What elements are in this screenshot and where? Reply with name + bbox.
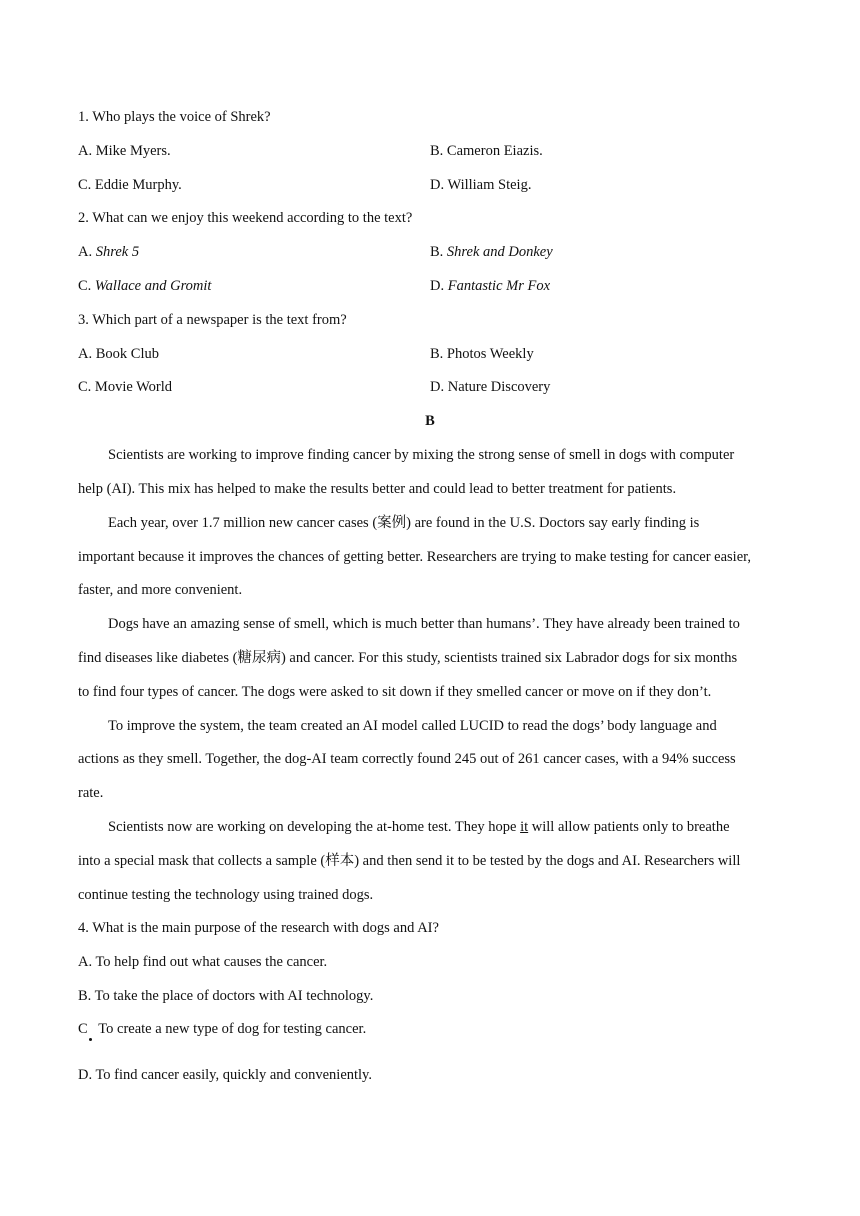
q4-option-d: D. To find cancer easily, quickly and conveniently.	[78, 1067, 372, 1083]
stray-dot	[89, 1038, 92, 1041]
section-heading: B	[425, 413, 435, 429]
q2-option-d-letter: D.	[430, 278, 448, 294]
passage-p5-line1-pre: Scientists now are working on developing the at-home test. They hope	[108, 819, 521, 835]
q1-option-a: A. Mike Myers.	[78, 143, 171, 159]
q1-option-b: B. Cameron Eiazis.	[430, 143, 543, 159]
question-1: 1. Who plays the voice of Shrek?	[78, 109, 271, 125]
question-3: 3. Which part of a newspaper is the text from?	[78, 312, 347, 328]
question-4: 4. What is the main purpose of the research with dogs and AI?	[78, 920, 439, 936]
passage-p2-line1: Each year, over 1.7 million new cancer cases (案例) are found in the U.S. Doctors say early finding is	[108, 515, 700, 531]
passage-p2-line3: faster, and more convenient.	[78, 582, 243, 598]
q2-option-b	[430, 242, 553, 262]
q2-option-c-title: Wallace and Gromit	[94, 278, 212, 294]
q2-option-d-title: Fantastic Mr Fox	[447, 278, 551, 294]
q1-option-c: C. Eddie Murphy.	[78, 177, 182, 193]
passage-p4-line1: To improve the system, the team created an AI model called LUCID to read the dogs’ body language and	[108, 718, 717, 734]
passage-p5-line2: into a special mask that collects a sample (样本) and then send it to be tested by the dogs and AI. Researchers will	[78, 853, 741, 869]
passage-p2-line2: important because it improves the chances of getting better. Researchers are trying to make testing for cancer easier,	[78, 549, 751, 565]
q3-option-d: D. Nature Discovery	[430, 379, 551, 395]
q2-option-c	[78, 276, 211, 296]
q4-option-c: C To create a new type of dog for testing cancer.	[78, 1021, 367, 1037]
question-2: 2. What can we enjoy this weekend according to the text?	[78, 210, 413, 226]
q3-option-c: C. Movie World	[78, 379, 173, 395]
q2-option-a-title: Shrek 5	[95, 244, 140, 260]
q2-option-d	[430, 276, 550, 296]
q4-option-a: A. To help find out what causes the cancer.	[78, 954, 328, 970]
passage-p3-line2: find diseases like diabetes (糖尿病) and cancer. For this study, scientists trained six Labrador dogs for six months	[78, 650, 738, 666]
q1-option-d: D. William Steig.	[430, 177, 532, 193]
passage-p3-line1: Dogs have an amazing sense of smell, which is much better than humans’. They have already been trained to	[108, 616, 740, 632]
q2-option-b-title: Shrek and Donkey	[446, 244, 553, 260]
passage-p1-line2: help (AI). This mix has helped to make the results better and could lead to better treatment for patients.	[78, 481, 677, 497]
passage-p3-line3: to find four types of cancer. The dogs were asked to sit down if they smelled cancer or move on if they don’t.	[78, 684, 712, 700]
q2-option-c-letter: C.	[78, 278, 95, 294]
passage-p5-line1	[108, 817, 730, 837]
q4-option-b: B. To take the place of doctors with AI technology.	[78, 988, 374, 1004]
passage-p1-line1: Scientists are working to improve finding cancer by mixing the strong sense of smell in dogs with computer	[108, 447, 735, 463]
underlined-word: it	[520, 819, 529, 835]
q2-option-a-letter: A.	[78, 244, 96, 260]
q3-option-b: B. Photos Weekly	[430, 346, 534, 362]
passage-p4-line2: actions as they smell. Together, the dog-AI team correctly found 245 out of 261 cancer cases, with a 94% success	[78, 751, 736, 767]
passage-p4-line3: rate.	[78, 785, 104, 801]
passage-p5-line1-post: will allow patients only to breathe	[528, 819, 730, 835]
q2-option-a	[78, 242, 139, 262]
q2-option-b-letter: B.	[430, 244, 447, 260]
q3-option-a: A. Book Club	[78, 346, 159, 362]
passage-p5-line3: continue testing the technology using trained dogs.	[78, 887, 374, 903]
